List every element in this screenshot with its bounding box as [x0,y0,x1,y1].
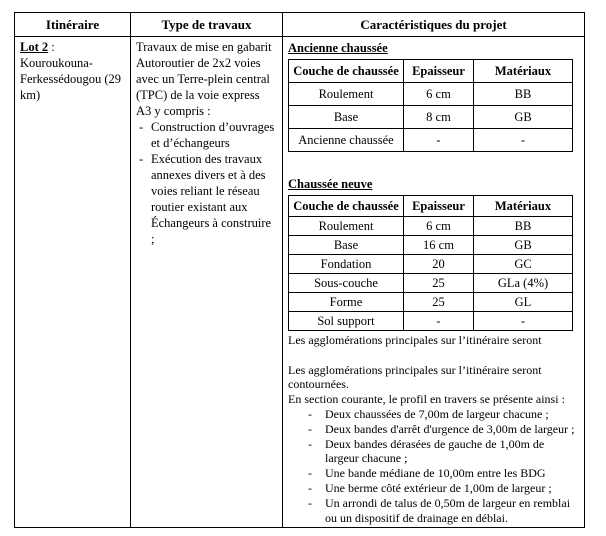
table-row [289,255,573,274]
layer-cell: Roulement [289,83,404,106]
table-row [289,83,573,106]
itinerary-name: Kouroukouna-Ferkessédougou (29 km) [20,56,122,102]
table-row [289,293,573,312]
table-body-row [15,37,585,528]
project-table [14,12,585,528]
profile-item: - Un arrondi de talus de 0,50m de largeur en remblai ou un dispositif de drainage en déblai. [288,496,578,526]
layer-cell: Fondation [289,255,404,274]
material-cell: GC [474,255,573,274]
layer-cell: Sous-couche [289,274,404,293]
header-type-travaux: Type de travaux [131,13,283,37]
profile-item: - Deux chaussées de 7,00m de largeur chacune ; [288,407,578,422]
col-header-material: Matériaux [474,196,573,217]
table-row [289,217,573,236]
note-agglomerations-1: Les agglomérations principales sur l’itinéraire seront [288,333,542,347]
header-caracteristiques: Caractéristiques du projet [283,13,585,37]
header-itineraire: Itinéraire [15,13,131,37]
spacer [288,348,578,363]
col-header-thickness: Epaisseur [404,60,474,83]
layer-cell: Sol support [289,312,404,331]
profile-item: - Deux bandes dérasées de gauche de 1,00m de largeur chacune ; [288,437,578,467]
itinerary-cell [15,37,131,528]
profile-item: - Deux bandes d'arrêt d'urgence de 3,00m de largeur ; [288,422,578,437]
material-cell: GB [474,106,573,129]
thickness-cell: 6 cm [404,217,474,236]
material-cell: GLa (4%) [474,274,573,293]
thickness-cell: 25 [404,274,474,293]
works-cell [131,37,283,528]
table-header-row [289,196,573,217]
characteristics-cell [283,37,585,528]
layer-cell: Roulement [289,217,404,236]
thickness-cell: - [404,129,474,152]
thickness-cell: - [404,312,474,331]
works-intro: Travaux de mise en gabarit Autoroutier de 2x2 voies avec un Terre-plein central (TPC) de la voie express A3 y compris : [136,40,272,118]
new-road-table [288,195,573,331]
material-cell: BB [474,83,573,106]
profile-intro: En section courante, le profil en travers se présente ainsi : [288,392,565,407]
table-row [289,106,573,129]
works-item: - Construction d’ouvrages et d’échangeurs [136,119,277,151]
layer-cell: Base [289,236,404,255]
table-header-row [289,60,573,83]
col-header-layer: Couche de chaussée [289,196,404,217]
col-header-thickness: Epaisseur [404,196,474,217]
thickness-cell: 25 [404,293,474,312]
thickness-cell: 8 cm [404,106,474,129]
old-road-title: Ancienne chaussée [288,41,388,55]
table-row [289,129,573,152]
layer-cell: Base [289,106,404,129]
material-cell: GL [474,293,573,312]
new-road-title: Chaussée neuve [288,177,373,191]
thickness-cell: 6 cm [404,83,474,106]
table-row [289,236,573,255]
material-cell: GB [474,236,573,255]
thickness-cell: 20 [404,255,474,274]
thickness-cell: 16 cm [404,236,474,255]
lot-label: Lot 2 [20,40,49,54]
material-cell: - [474,312,573,331]
table-header-row [15,13,585,37]
layer-cell: Ancienne chaussée [289,129,404,152]
material-cell: BB [474,217,573,236]
table-row [289,312,573,331]
table-row [289,274,573,293]
layer-cell: Forme [289,293,404,312]
old-road-table [288,59,573,152]
notes-block [288,333,578,525]
lot-line [20,39,125,55]
profile-item: - Une berme côté extérieur de 1,00m de largeur ; [288,481,578,496]
works-item: - Exécution des travaux annexes divers et à des voies reliant le réseau routier existant aux Échangeurs à construire ; [136,151,277,247]
profile-item: - Une bande médiane de 10,00m entre les BDG [288,466,578,481]
note-agglomerations-2: Les agglomérations principales sur l’itinéraire seront contournées. [288,362,542,392]
col-header-layer: Couche de chaussée [289,60,404,83]
material-cell: - [474,129,573,152]
lot-separator: : [48,40,55,54]
col-header-material: Matériaux [474,60,573,83]
